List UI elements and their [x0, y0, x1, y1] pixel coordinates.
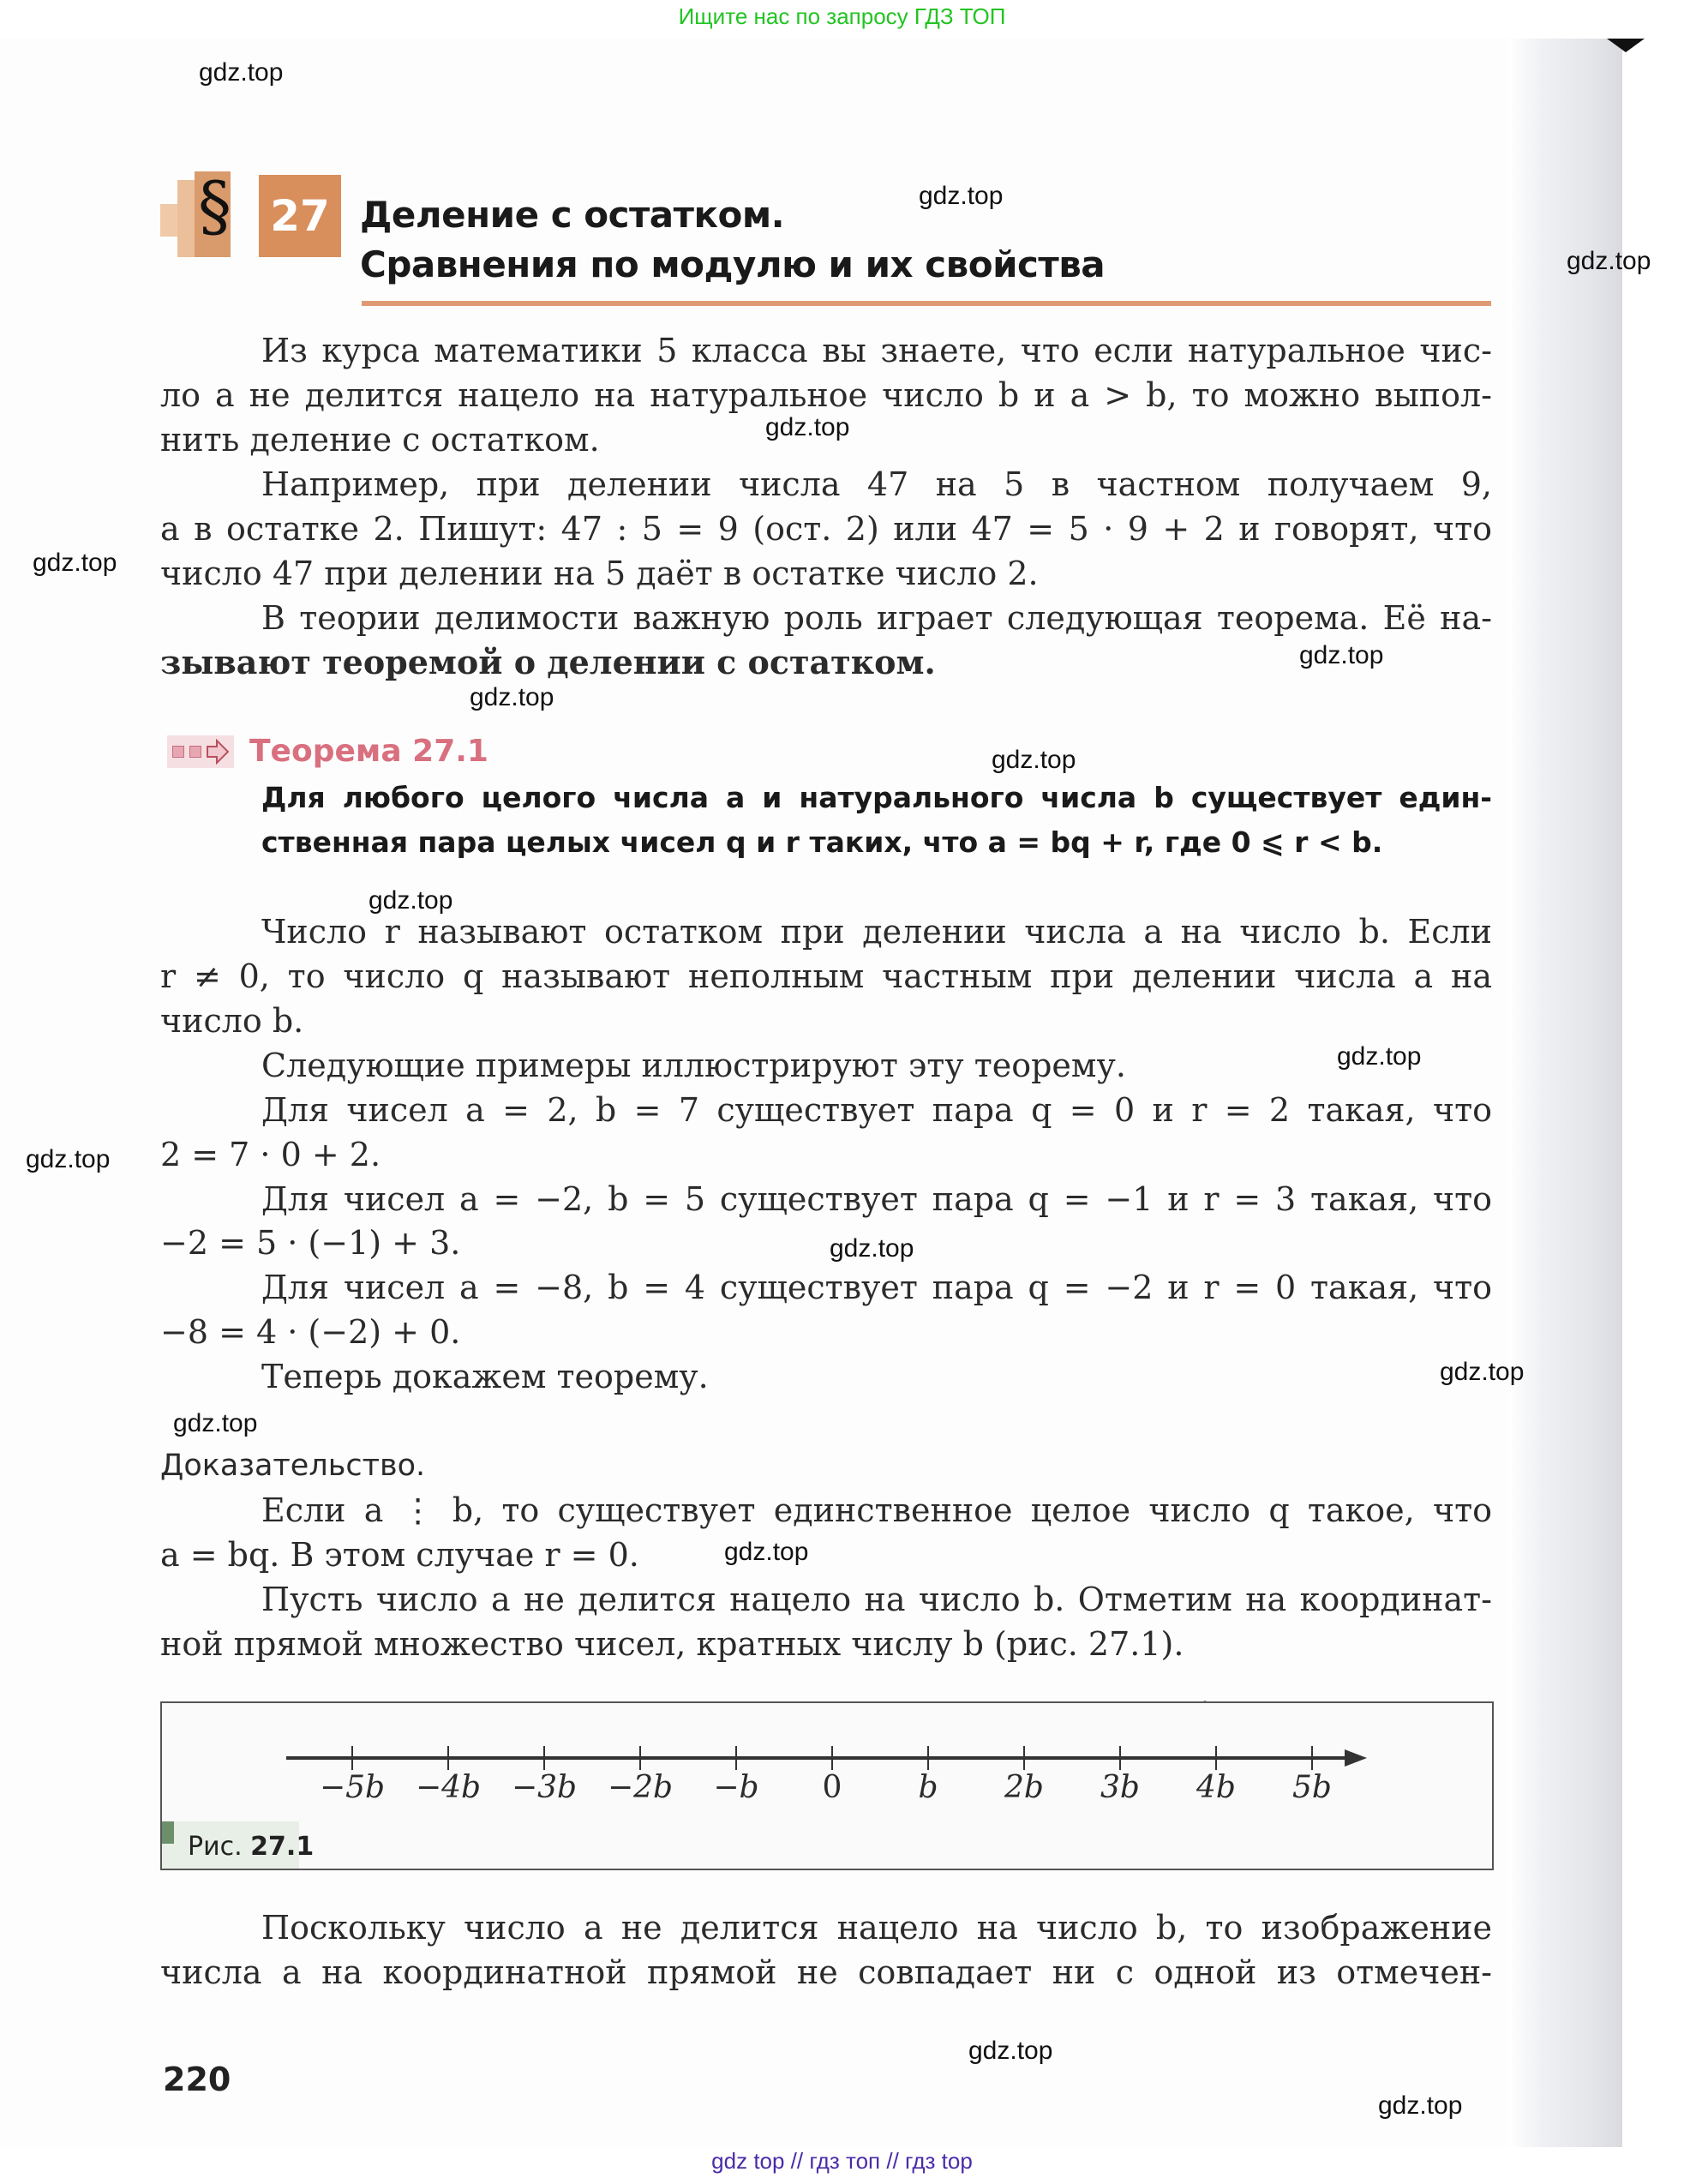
watermark: gdz.top [1378, 2091, 1463, 2120]
intro-line: Например, при делении числа 47 на 5 в частном получаем 9, [261, 465, 1492, 503]
book-spine-shadow [1508, 39, 1624, 2147]
paragraph-sign-icon: § [198, 168, 231, 245]
caption-marker-icon [162, 1821, 174, 1844]
intro-line: число 47 при делении на 5 даёт в остатке число 2. [160, 555, 1039, 592]
tick-label: −4b [415, 1770, 482, 1805]
intro-line: Из курса математики 5 класса вы знаете, что если натуральное чис- [261, 332, 1492, 369]
proof-line: a = bq. В этом случае r = 0. [160, 1536, 639, 1574]
tick-label: 5b [1292, 1770, 1332, 1805]
definition-line: r ≠ 0, то число q называют неполным частным при делении числа a на [160, 957, 1492, 995]
intro-line: ло a не делится нацело на натуральное число b и a > b, то можно выпол- [160, 376, 1492, 414]
examples-outro: Теперь докажем теорему. [261, 1358, 709, 1395]
tick-label: −3b [511, 1770, 578, 1805]
tick-label: 2b [1004, 1770, 1044, 1805]
intro-line: а в остатке 2. Пишут: 47 : 5 = 9 (ост. 2) или 47 = 5 · 9 + 2 и говорят, что [160, 510, 1492, 548]
watermark: gdz.top [765, 413, 850, 441]
watermark: gdz.top [992, 746, 1076, 774]
watermark: gdz.top [33, 549, 117, 577]
tick-label: b [918, 1770, 938, 1805]
watermark: gdz.top [1337, 1042, 1422, 1071]
section-title: Деление с остатком. Сравнения по модулю и их свойства [360, 194, 1106, 285]
proof-line: Пусть число a не делится нацело на число b. Отметим на координат- [261, 1581, 1492, 1618]
example-line: 2 = 7 · 0 + 2. [160, 1136, 381, 1173]
examples-intro: Следующие примеры иллюстрируют эту теорему. [261, 1047, 1126, 1084]
example-line: Для чисел a = 2, b = 7 существует пара q = 0 и r = 2 такая, что [261, 1091, 1492, 1129]
example-line: Для чисел a = −2, b = 5 существует пара q = −1 и r = 3 такая, что [261, 1180, 1492, 1218]
theorem-statement: ственная пара целых чисел q и r таких, что a = bq + r, где 0 ⩽ r < b. [261, 825, 1383, 859]
watermark: gdz.top [470, 683, 554, 711]
proof-line: ной прямой множество чисел, кратных числу b (рис. 27.1). [160, 1625, 1184, 1663]
definition-line: Число r называют остатком при делении числа a на число b. Если [261, 913, 1492, 951]
page-edge [1622, 39, 1684, 2147]
number-line-axis [286, 1756, 1349, 1760]
intro-line: нить деление с остатком. [160, 421, 600, 459]
definition-line: число b. [160, 1002, 304, 1040]
tick-label: −b [713, 1770, 759, 1805]
tick-label: −2b [607, 1770, 674, 1805]
theorem-title: Теорема 27.1 [249, 734, 488, 769]
example-line: −8 = 4 · (−2) + 0. [160, 1313, 461, 1351]
promo-banner[interactable]: Ищите нас по запросу ГДЗ ТОП [678, 3, 1006, 29]
figure-number-line [160, 1701, 1494, 1870]
watermark: gdz.top [968, 2037, 1053, 2065]
tick-label: 3b [1100, 1770, 1140, 1805]
page-number: 220 [163, 2061, 231, 2098]
intro-line: В теории делимости важную роль играет следующая теорема. Её на- [261, 599, 1492, 637]
axis-arrow-icon [1345, 1749, 1367, 1767]
title-underline [362, 301, 1491, 306]
watermark: gdz.top [26, 1145, 111, 1173]
footer-links[interactable]: gdz top // гдз топ // гдз top [711, 2148, 973, 2174]
intro-line: зывают теоремой о делении с остатком. [160, 643, 936, 681]
example-line: Для чисел a = −8, b = 4 существует пара q = −2 и r = 0 такая, что [261, 1269, 1492, 1306]
theorem-statement: Для любого целого числа a и натурального числа b существует един- [261, 781, 1492, 814]
watermark: gdz.top [1299, 641, 1384, 669]
example-line: −2 = 5 · (−1) + 3. [160, 1224, 461, 1262]
watermark: gdz.top [830, 1234, 914, 1263]
watermark: gdz.top [173, 1409, 258, 1437]
watermark: gdz.top [369, 886, 453, 915]
arrow-right-icon [167, 735, 234, 768]
tick-label: 4b [1196, 1770, 1236, 1805]
corner-marker-icon [1607, 39, 1645, 52]
theorem-heading [167, 734, 488, 769]
section-number: 27 [259, 175, 341, 257]
tick-label: −5b [319, 1770, 386, 1805]
continuation-line: Поскольку число a не делится нацело на число b, то изображение [261, 1909, 1492, 1947]
watermark: gdz.top [919, 182, 1004, 210]
watermark: gdz.top [199, 58, 284, 87]
proof-heading: Доказательство. [160, 1449, 426, 1483]
continuation-line: числа a на координатной прямой не совпадает ни с одной из отмечен- [160, 1953, 1492, 1991]
proof-line: Если a ⋮ b, то существует единственное целое число q такое, что [261, 1491, 1492, 1529]
watermark: gdz.top [1440, 1358, 1525, 1386]
figure-caption: Рис. 27.1 [188, 1832, 315, 1862]
watermark: gdz.top [724, 1538, 809, 1566]
tick-label: 0 [822, 1770, 842, 1805]
watermark: gdz.top [1567, 247, 1651, 275]
